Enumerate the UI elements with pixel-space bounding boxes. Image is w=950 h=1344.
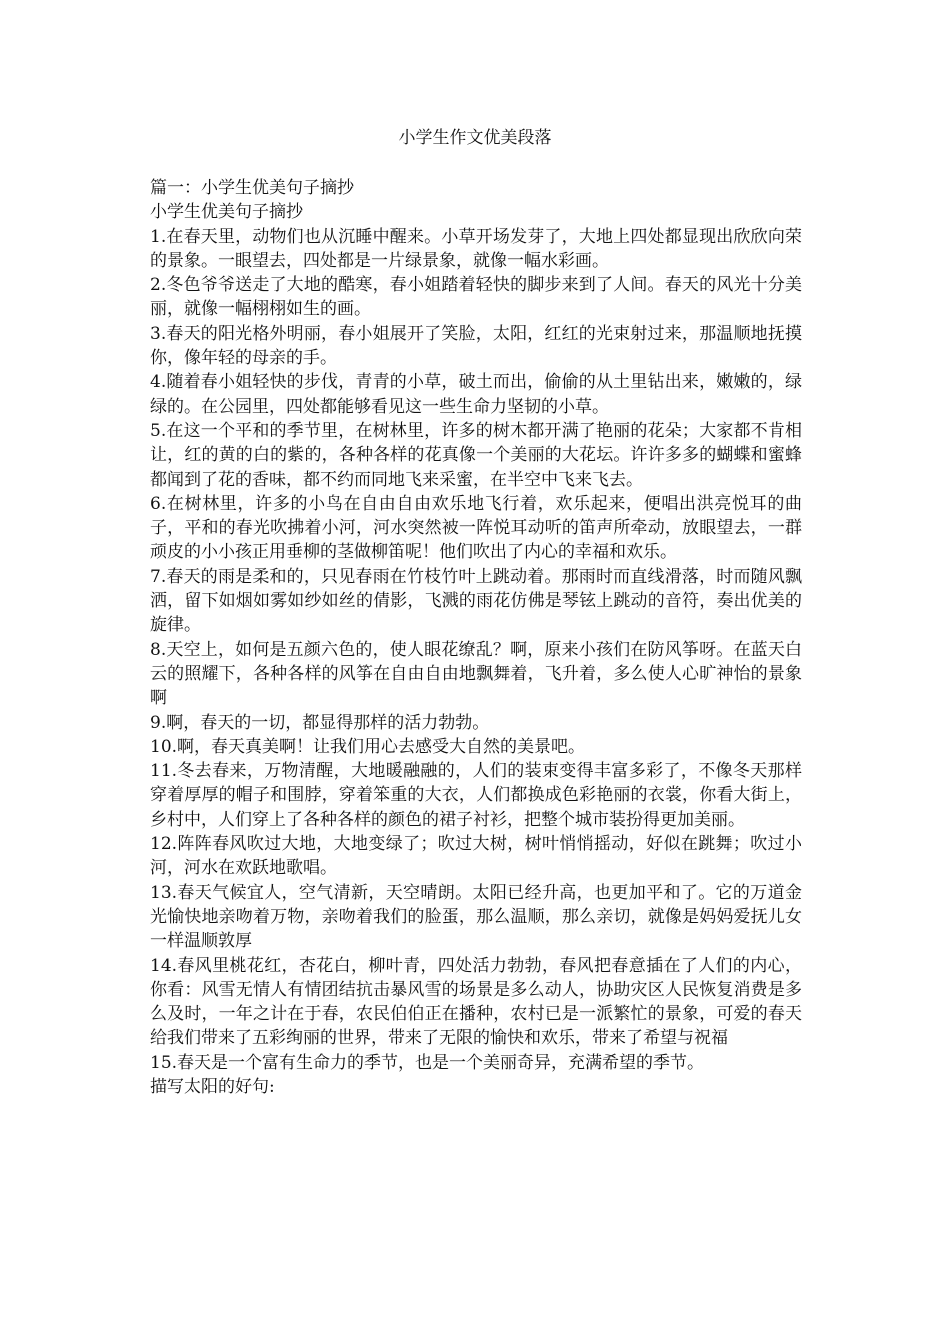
paragraph: 1.在春天里，动物们也从沉睡中醒来。小草开场发芽了，大地上四处都显现出欣欣向荣的景象。一眼望去，四处都是一片绿景象，就像一幅水彩画。 [150, 226, 802, 271]
paragraph: 15.春天是一个富有生命力的季节，也是一个美丽奇异，充满希望的季节。 [150, 1052, 705, 1073]
paragraph: 8.天空上，如何是五颜六色的，使人眼花缭乱？啊，原来小孩们在防风筝呀。在蓝天白云的照耀下，各种各样的风筝在自由自由地飘舞着，飞升着，多么使人心旷神怡的景象啊 [150, 639, 802, 709]
paragraph: 14.春风里桃花红，杏花白，柳叶青，四处活力勃勃，春风把春意插在了人们的内心，你看：风雪无情人有情团结抗击暴风雪的场景是多么动人，协助灾区人民恢复消费是多么及时，一年之计在于春，农民伯伯正在播种，农村已是一派繁忙的景象，可爱的春天给我们带来了五彩绚丽的世界，带来了无限的愉快和欢乐，带来了希望与祝福 [150, 955, 802, 1049]
document-title: 小学生作文优美段落 [398, 128, 552, 148]
paragraph: 5.在这一个平和的季节里，在树林里，许多的树木都开满了艳丽的花朵；大家都不肯相让，红的黄的白的紫的，各种各样的花真像一个美丽的大花坛。许许多多的蝴蝶和蜜蜂都闻到了花的香味，都不约而同地飞来采蜜，在半空中飞来飞去。 [150, 420, 802, 490]
paragraph: 13.春天气候宜人，空气清新，天空晴朗。太阳已经升高，也更加平和了。它的万道金光愉快地亲吻着万物，亲吻着我们的脸蛋，那么温顺，那么亲切，就像是妈妈爱抚儿女一样温顺敦厚 [150, 882, 802, 952]
paragraph: 4.随着春小姐轻快的步伐，青青的小草，破土而出，偷偷的从土里钻出来，嫩嫩的，绿绿的。在公园里，四处都能够看见这一些生命力坚韧的小草。 [150, 372, 802, 417]
paragraph: 7.春天的雨是柔和的，只见春雨在竹枝竹叶上跳动着。那雨时而直线滑落，时而随风飘洒，留下如烟如雾如纱如丝的倩影，飞溅的雨花仿佛是琴铉上跳动的音符，奏出优美的旋律。 [150, 566, 802, 636]
document-body [150, 176, 802, 1099]
paragraph: 10.啊，春天真美啊！让我们用心去感受大自然的美景吧。 [150, 736, 586, 757]
paragraph: 6.在树林里，许多的小鸟在自由自由欢乐地飞行着，欢乐起来，便唱出洪亮悦耳的曲子，平和的春光吹拂着小河，河水突然被一阵悦耳动听的笛声所牵动，放眼望去，一群顽皮的小小孩正用垂柳的茎做柳笛呢！他们吹出了内心的幸福和欢乐。 [150, 493, 802, 563]
paragraph: 3.春天的阳光格外明丽，春小姐展开了笑脸，太阳，红红的光束射过来，那温顺地抚摸你，像年轻的母亲的手。 [150, 323, 802, 369]
paragraph: 12.阵阵春风吹过大地，大地变绿了；吹过大树，树叶悄悄摇动，好似在跳舞；吹过小河，河水在欢跃地歌唱。 [150, 834, 802, 879]
subheading: 小学生优美句子摘抄 [150, 202, 303, 223]
closing-line: 描写太阳的好句: [150, 1076, 275, 1097]
paragraph: 11.冬去春来，万物清醒，大地暖融融的，人们的装束变得丰富多彩了，不像冬天那样穿着厚厚的帽子和围脖，穿着笨重的大衣，人们都换成色彩艳丽的衣裳，你看大街上，乡村中，人们穿上了各种各样的颜色的裙子衬衫，把整个城市装扮得更加美丽。 [150, 761, 802, 830]
section-heading: 篇一：小学生优美句子摘抄 [150, 178, 354, 198]
paragraph: 2.冬色爷爷送走了大地的酷寒，春小姐踏着轻快的脚步来到了人间。春天的风光十分美丽，就像一幅栩栩如生的画。 [150, 275, 802, 320]
paragraph: 9.啊，春天的一切，都显得那样的活力勃勃。 [150, 712, 490, 733]
